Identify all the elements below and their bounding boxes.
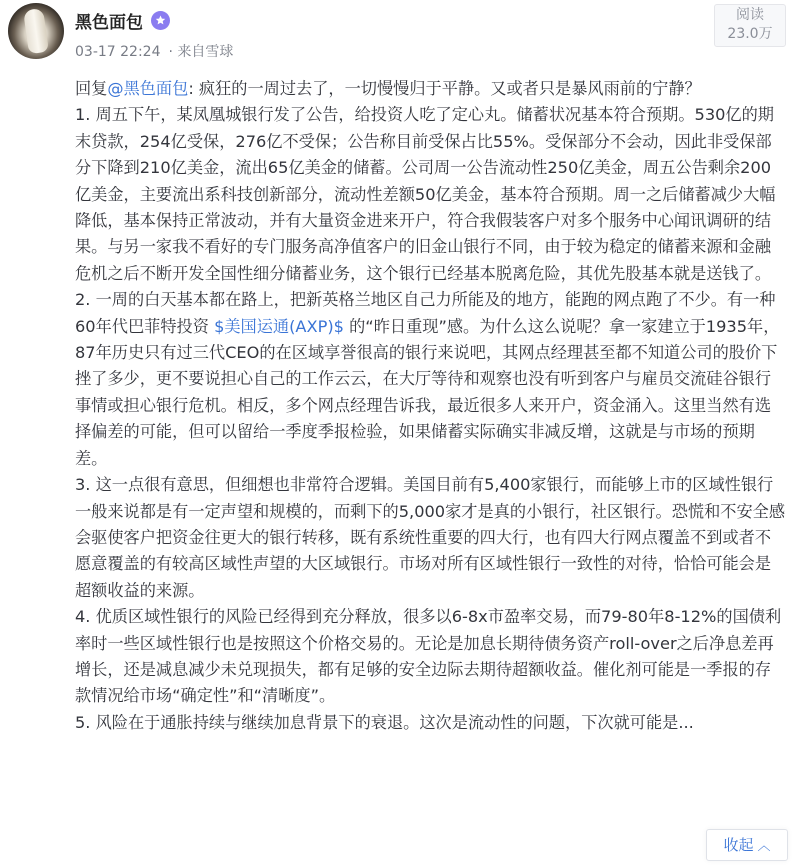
post-content [75,76,787,736]
verified-badge-icon [151,11,170,30]
post-date: 03-17 22:24 [75,44,161,60]
reply-line [75,76,787,102]
paragraph-2 [75,287,787,472]
paragraph-2-start: 2. 一周的白天基本都在路上，把新英格兰地区自己力所能及的地方，能跑的网点跑了不少。有一种60年代巴菲特投资 [75,290,776,336]
views-box [714,4,786,47]
paragraph-3: 3. 这一点很有意思，但细想也非常符合逻辑。美国目前有5,400家银行，而能够上市的区域性银行一般来说都是有一定声望和规模的，而剩下的5,000家才是真的小银行，社区银行。恐慌和不安全感会驱使客户把资金往更大的银行转移，既有系统性重要的四大行，也有四大行网点覆盖不到或者不愿意覆盖的有较高区域性声望的大区域银行。市场对所有区域性银行一致性的对待，恰恰可能会是超额收益的来源。 [75,475,786,600]
reply-text: : 疯狂的一周过去了，一切慢慢归于平静。又或者只是暴风雨前的宁静？ [188,79,701,98]
post-source: · 来自雪球 [168,44,234,60]
post-author [75,8,170,33]
avatar[interactable] [8,3,64,59]
chevron-up-icon: ︿ [757,839,771,854]
paragraph-2-end: 的“昨日重现”感。为什么这么说呢？拿一家建立于1935年，87年历史只有过三代CEO的在区域享誉很高的银行来说吧，其网点经理甚至都不知道公司的股价下挫了多少，更不要说担心自己的工作云云，在大厅等待和观察也没有听到客户与雇员交流硅谷银行事情或担心银行危机。相反，多个网点经理告诉我，最近很多人来开户，资金涌入。这里当然有选择偏差的可能，但可以留给一季度季报检验，如果储蓄实际确实非减反增，这就是与市场的预期差。 [75,316,780,468]
views-count: 23.0万 [727,26,773,42]
post-meta [75,41,241,61]
paragraph-1: 1. 周五下午，某凤凰城银行发了公告，给投资人吃了定心丸。储蓄状况基本符合预期。530亿的期末贷款，254亿受保，276亿不受保；公告称目前受保占比55%。受保部分不会动，因此非受保部分下降到210亿美金，流出65亿美金的储蓄。公司周一公告流动性250亿美金，周五公告剩余200亿美金，主要流出系科技创新部分，流动性差额50亿美金，基本符合预期。周一之后储蓄减少大幅降低，基本保持正常波动，并有大量资金进来开户，符合我假装客户对多个服务中心闻讯调研的结果。与另一家我不看好的专门服务高净值客户的旧金山银行不同，由于较为稳定的储蓄来源和金融危机之后不断开发全国性细分储蓄业务，这个银行已经基本脱离危险，其优先股基本就是送钱了。 [75,105,776,283]
collapse-label: 收起 [723,836,754,854]
stock-link-axp[interactable]: $美国运通(AXP)$ [214,316,344,336]
mention-link[interactable]: @黑色面包 [107,79,189,98]
collapse-button[interactable] [706,829,788,861]
paragraph-5: 5. 风险在于通胀持续与继续加息背景下的衰退。这次是流动性的问题，下次就可能是... [75,712,694,732]
bread-image [23,8,49,54]
username[interactable]: 黑色面包 [75,13,143,33]
paragraph-4: 4. 优质区域性银行的风险已经得到充分释放，很多以6-8x市盈率交易，而79-80年8-12%的国债利率时一些区域性银行也是按照这个价格交易的。无论是加息长期待债务资产roll-over之后净息差再增长，还是减息减少未兑现损失，都有足够的安全边际去期待超额收益。催化剂可能是一季报的存款情况给市场“确定性”和“清晰度”。 [75,607,782,706]
reply-prefix: 回复 [75,79,108,98]
views-label: 阅读 [736,7,764,23]
